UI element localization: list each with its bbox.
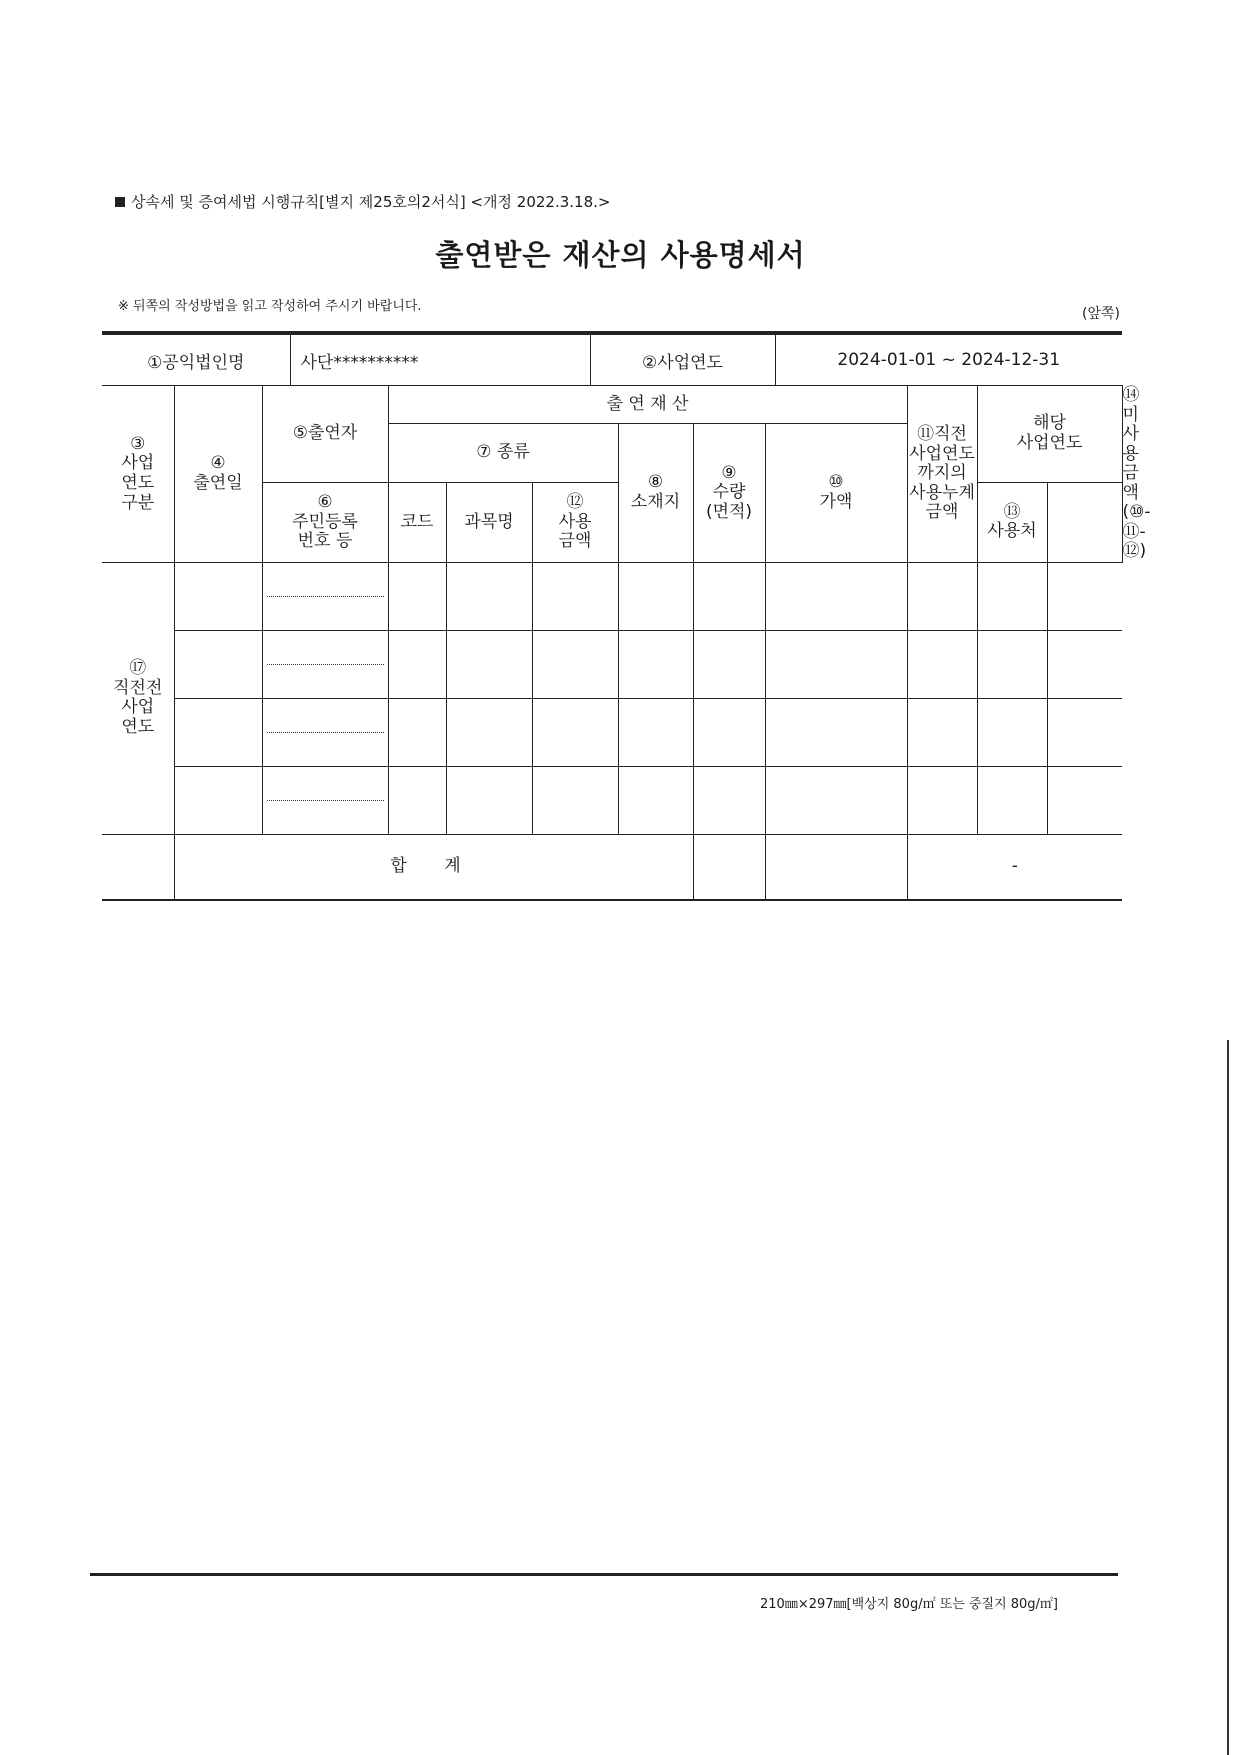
col-quantity-unit: (면적): [705, 501, 753, 522]
cell-contribution-date[interactable]: [174, 766, 262, 834]
col-usage-place-num: ⑬: [1003, 501, 1021, 522]
cell-subject[interactable]: [446, 562, 532, 630]
col-contribution-date-num: ④: [210, 453, 226, 474]
col-quantity-num: ⑨: [721, 462, 737, 483]
cell-contributor[interactable]: [262, 562, 388, 630]
col-quantity-header: [693, 424, 765, 563]
cell-quantity[interactable]: [618, 766, 693, 834]
cell-usage-place[interactable]: [977, 630, 1047, 698]
cell-usage-place[interactable]: [977, 766, 1047, 834]
col-id-number-line1: 주민등록: [292, 511, 358, 532]
square-bullet-icon: [115, 197, 125, 207]
cell-code[interactable]: [388, 766, 446, 834]
total-value[interactable]: [693, 834, 765, 900]
col-location-header: [618, 424, 693, 563]
prior-prior-year-line2: 사업: [121, 697, 155, 718]
page-side-label: (앞쪽): [1082, 306, 1120, 322]
total-row: [102, 834, 1122, 900]
col-id-number-line2: 번호 등: [297, 531, 353, 552]
cell-value[interactable]: [693, 698, 765, 766]
col-asset-kind-header: ⑦ 종류: [388, 424, 618, 483]
current-year-group-line0: 해당: [1033, 413, 1066, 434]
cell-contribution-date[interactable]: [174, 698, 262, 766]
col-usage-place-header: [977, 482, 1047, 562]
paper-spec-footer: 210㎜×297㎜[백상지 80g/㎡ 또는 중질지 80g/㎡]: [760, 1597, 1059, 1612]
cell-code[interactable]: [388, 562, 446, 630]
cell-unused-amount[interactable]: [1047, 562, 1122, 630]
cell-used-amount[interactable]: [907, 766, 977, 834]
cell-subject[interactable]: [446, 630, 532, 698]
cell-value[interactable]: [693, 766, 765, 834]
cell-value[interactable]: [693, 630, 765, 698]
col-year-type-line2: 연도: [121, 472, 155, 493]
cell-unused-amount[interactable]: [1047, 698, 1122, 766]
col-used-amount-line2: 금액: [558, 531, 592, 552]
col-used-amount-line1: 사용: [558, 511, 592, 532]
col-contribution-date-header: [174, 386, 262, 563]
total-label: 합 계: [174, 834, 693, 900]
cell-code[interactable]: [388, 698, 446, 766]
scan-edge-line: [1227, 1040, 1229, 1755]
cell-usage-place[interactable]: [977, 698, 1047, 766]
cell-unused-amount[interactable]: [1047, 630, 1122, 698]
cell-subject[interactable]: [446, 766, 532, 834]
cell-location[interactable]: [532, 630, 618, 698]
cell-contributor[interactable]: [262, 698, 388, 766]
cell-location[interactable]: [532, 698, 618, 766]
asset-usage-table: ③ 사업 연도 구분 ④ 출연일 ⑤출연자 출 연 재 산 ⑪직전 사업연도 까지의 사용누계금액 해당 사업연도 ⑭ 미사용 금액 (⑩-⑪-⑫) ⑦ 종류 ⑧ 소재지 ⑨ 수량 (면적) ⑩ 가액 ⑥ 주민등록 번호 등 코드 과목명 ⑫ 사용 금액 ⑬ 사용처 ⑰ 직전전 사업 연도 합 계 -: [102, 385, 1122, 901]
col-prior-cumulative-line2: 까지의: [917, 463, 967, 484]
cell-used-amount[interactable]: [907, 562, 977, 630]
prior-prior-year-line1: 직전전: [113, 677, 163, 698]
cell-usage-place[interactable]: [977, 562, 1047, 630]
col-usage-place-label: 사용처: [987, 521, 1037, 542]
current-year-group-header: [977, 386, 1122, 483]
corporation-info-table: [102, 334, 1122, 386]
table-row: [102, 630, 1122, 698]
col-contributor-header: ⑤출연자: [262, 386, 388, 483]
cell-contributor[interactable]: [262, 766, 388, 834]
cell-subject[interactable]: [446, 698, 532, 766]
prior-prior-year-num: ⑰: [129, 658, 147, 679]
fiscal-year-label: ②사업연도: [590, 335, 775, 386]
cell-used-amount[interactable]: [907, 698, 977, 766]
col-prior-cumulative-header: [907, 386, 977, 563]
fiscal-year-value[interactable]: 2024-01-01 ~ 2024-12-31: [775, 335, 1122, 386]
law-reference: [115, 191, 610, 212]
total-unused-amount[interactable]: -: [907, 834, 1122, 900]
col-quantity-label: 수량: [712, 482, 746, 503]
cell-quantity[interactable]: [618, 698, 693, 766]
cell-quantity[interactable]: [618, 562, 693, 630]
col-contribution-date-label: 출연일: [193, 472, 243, 493]
cell-location[interactable]: [532, 766, 618, 834]
prior-prior-year-line3: 연도: [121, 716, 155, 737]
cell-contribution-date[interactable]: [174, 562, 262, 630]
cell-prior-cumulative[interactable]: [765, 562, 907, 630]
current-year-group-line1: 사업연도: [1016, 432, 1083, 453]
cell-prior-cumulative[interactable]: [765, 698, 907, 766]
col-used-amount-num: ⑫: [566, 492, 584, 513]
page-title: 출연받은 재산의 사용명세서: [435, 238, 806, 272]
total-spacer: [102, 834, 174, 900]
col-id-number-header: [262, 482, 388, 562]
cell-unused-amount[interactable]: [1047, 766, 1122, 834]
table-row: [102, 562, 1122, 630]
prior-prior-year-label: [102, 562, 174, 834]
cell-used-amount[interactable]: [907, 630, 977, 698]
col-used-amount-header: [532, 482, 618, 562]
col-id-number-num: ⑥: [317, 492, 333, 513]
cell-code[interactable]: [388, 630, 446, 698]
col-prior-cumulative-line3: 사용누계금액: [909, 482, 975, 523]
law-reference-text: 상속세 및 증여세법 시행규칙[별지 제25호의2서식] <개정 2022.3.18.>: [131, 193, 611, 211]
col-prior-cumulative-line0: ⑪직전: [917, 424, 967, 445]
corp-name-value[interactable]: 사단**********: [290, 335, 590, 386]
col-year-type-num: ③: [130, 433, 146, 454]
col-prior-cumulative-line1: 사업연도: [909, 443, 975, 464]
table-row: [102, 698, 1122, 766]
cell-prior-cumulative[interactable]: [765, 630, 907, 698]
col-code-header: 코드: [388, 482, 446, 562]
col-value-header: [765, 424, 907, 563]
col-value-label: 가액: [819, 491, 853, 512]
instruction-note: ※ 뒤쪽의 작성방법을 읽고 작성하여 주시기 바랍니다.: [118, 299, 422, 314]
cell-contributor[interactable]: [262, 630, 388, 698]
bottom-rule: [90, 1573, 1118, 1576]
total-prior-cumulative[interactable]: [765, 834, 907, 900]
col-year-type-header: [102, 386, 174, 563]
cell-contribution-date[interactable]: [174, 630, 262, 698]
col-year-type-line3: 구분: [121, 492, 155, 513]
cell-prior-cumulative[interactable]: [765, 766, 907, 834]
table-row: [102, 766, 1122, 834]
cell-value[interactable]: [693, 562, 765, 630]
col-location-label: 소재지: [630, 491, 681, 512]
col-value-num: ⑩: [828, 472, 844, 493]
asset-group-header: 출 연 재 산: [388, 386, 907, 424]
corp-name-label: ①공익법인명: [102, 335, 290, 386]
col-year-type-line1: 사업: [121, 453, 155, 474]
col-location-num: ⑧: [647, 472, 664, 493]
cell-location[interactable]: [532, 562, 618, 630]
col-subject-header: 과목명: [446, 482, 532, 562]
cell-quantity[interactable]: [618, 630, 693, 698]
